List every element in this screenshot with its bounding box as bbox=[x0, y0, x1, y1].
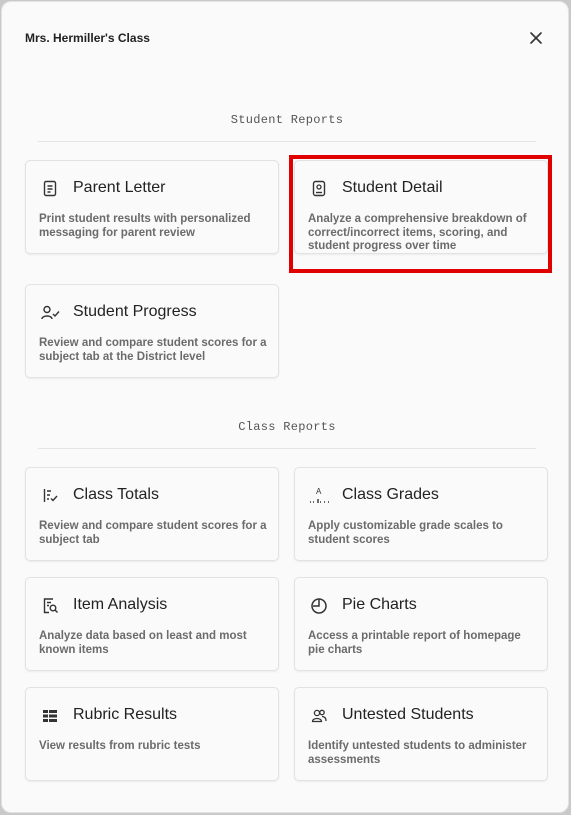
card-description: View results from rubric tests bbox=[39, 740, 201, 752]
class-reports-heading: Class Reports bbox=[238, 420, 336, 434]
divider bbox=[38, 141, 536, 142]
list-check-icon bbox=[40, 486, 60, 506]
card-title: Student Detail bbox=[342, 179, 443, 196]
card-title: Class Grades bbox=[342, 486, 439, 503]
divider bbox=[38, 448, 536, 449]
document-icon bbox=[40, 179, 60, 199]
untested-students-card[interactable] bbox=[294, 687, 548, 781]
close-icon bbox=[527, 29, 545, 47]
class-totals-card[interactable] bbox=[25, 467, 279, 561]
card-title: Parent Letter bbox=[73, 179, 166, 196]
card-description: Analyze data based on least and most known items bbox=[39, 630, 247, 656]
selection-highlight bbox=[289, 155, 552, 273]
close-button[interactable] bbox=[527, 29, 545, 47]
card-title: Student Progress bbox=[73, 303, 197, 320]
card-description: Apply customizable grade scales to student scores bbox=[308, 520, 503, 546]
card-title: Class Totals bbox=[73, 486, 159, 503]
rubric-results-card[interactable] bbox=[25, 687, 279, 781]
student-reports-heading: Student Reports bbox=[230, 113, 344, 127]
item-analysis-card[interactable] bbox=[25, 577, 279, 671]
rubric-grid-icon bbox=[40, 706, 60, 726]
card-title: Rubric Results bbox=[73, 706, 178, 723]
card-title: Untested Students bbox=[342, 706, 474, 723]
card-description: Analyze a comprehensive breakdown of correct/incorrect items, scoring, and student progress over time bbox=[308, 213, 527, 252]
report-modal bbox=[1, 1, 569, 813]
svg-text:A: A bbox=[316, 487, 322, 496]
person-check-icon bbox=[40, 303, 60, 323]
document-search-icon bbox=[40, 596, 60, 616]
class-grades-card[interactable] bbox=[294, 467, 548, 561]
card-description: Identify untested students to administer assessments bbox=[308, 740, 527, 766]
modal-title: Mrs. Hermiller's Class bbox=[25, 31, 150, 45]
card-description: Review and compare student scores for a subject tab bbox=[39, 520, 267, 546]
card-description: Print student results with personalized messaging for parent review bbox=[39, 213, 251, 239]
pie-chart-icon bbox=[309, 596, 329, 616]
pie-charts-card[interactable] bbox=[294, 577, 548, 671]
card-title: Item Analysis bbox=[73, 596, 168, 613]
card-title: Pie Charts bbox=[342, 596, 417, 613]
grade-scale-icon bbox=[309, 486, 329, 506]
student-progress-card[interactable] bbox=[25, 284, 279, 378]
card-description: Review and compare student scores for a subject tab at the District level bbox=[39, 337, 267, 363]
card-description: Access a printable report of homepage pie charts bbox=[308, 630, 521, 656]
people-icon bbox=[309, 706, 329, 726]
parent-letter-card[interactable] bbox=[25, 160, 279, 254]
